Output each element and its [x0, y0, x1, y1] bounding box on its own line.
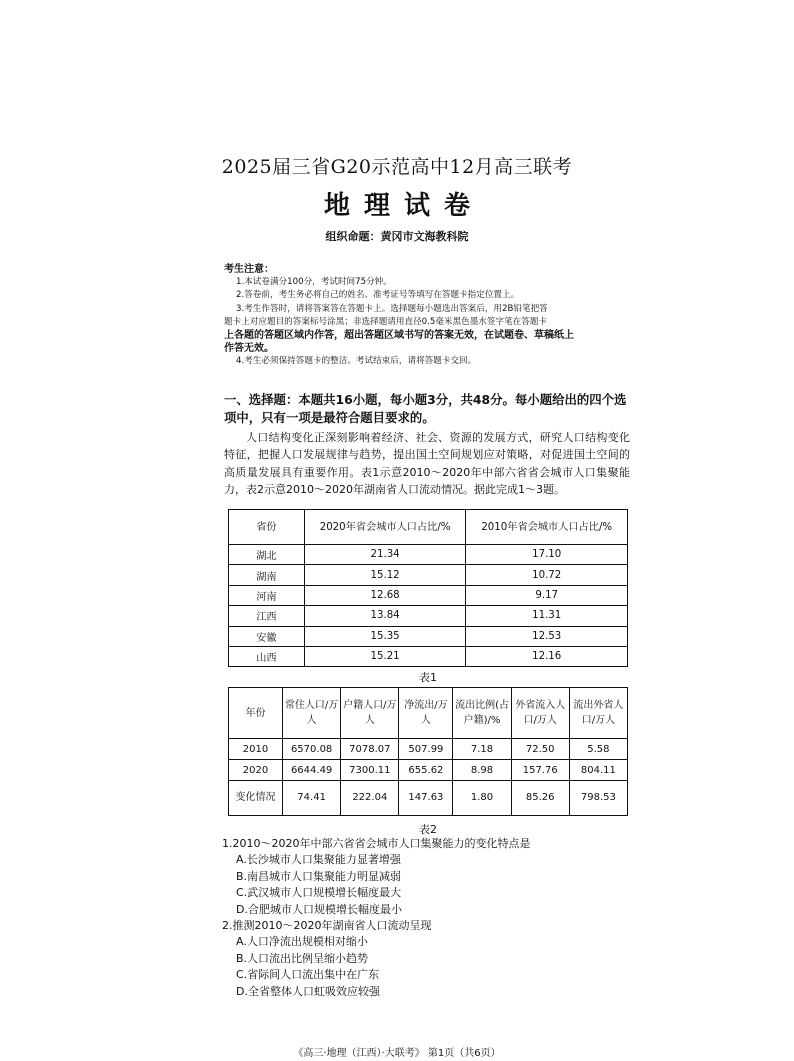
- table-2: [228, 687, 628, 816]
- table-row: [229, 606, 628, 626]
- table-row: [229, 760, 628, 781]
- column-header: 常住人口/万人: [283, 688, 341, 739]
- notice-item: 3.考生作答时，请将答案答在答题卡上。选择题每小题选出答案后，用2B铅笔把答: [236, 303, 548, 314]
- question-stem: 1.2010～2020年中部六省省会城市人口集聚能力的变化特点是: [222, 837, 531, 850]
- table-cell: 7078.07: [341, 739, 399, 760]
- table-cell: 85.26: [511, 781, 569, 816]
- table-row: [229, 545, 628, 565]
- column-header: 2020年省会城市人口占比/%: [304, 510, 466, 545]
- table-cell: 12.53: [466, 626, 628, 646]
- notice-item: 题卡上对应题目的答案标号涂黑；非选择题请用直径0.5毫米黑色墨水签字笔在答题卡: [224, 316, 548, 327]
- table-cell: 湖南: [229, 565, 305, 585]
- option-c: C.省际间人口流出集中在广东: [236, 968, 380, 982]
- option-d: D.全省整体人口虹吸效应较强: [236, 984, 380, 998]
- table-cell: 157.76: [511, 760, 569, 781]
- table-cell: 1.80: [453, 781, 511, 816]
- option-b: B.南昌城市人口集聚能力明显减弱: [236, 869, 402, 883]
- table-cell: 7.18: [453, 739, 511, 760]
- table-cell: 安徽: [229, 626, 305, 646]
- notice-item: 1.本试卷满分100分，考试时间75分钟。: [236, 277, 392, 288]
- option-c: C.武汉城市人口规模增长幅度最大: [236, 886, 402, 900]
- table-2-caption: 表2: [419, 823, 437, 836]
- table-row: [229, 585, 628, 605]
- table-cell: 9.17: [466, 585, 628, 605]
- exam-title: 2025届三省G20示范高中12月高三联考: [221, 156, 573, 178]
- table-cell: 12.16: [466, 646, 628, 666]
- table-header-row: [229, 510, 628, 545]
- table-cell: 2010: [229, 739, 283, 760]
- table-cell: 江西: [229, 606, 305, 626]
- table-cell: 655.62: [399, 760, 453, 781]
- table-cell: 2020: [229, 760, 283, 781]
- table-cell: 15.12: [304, 565, 466, 585]
- table-row: [229, 646, 628, 666]
- table-cell: 15.21: [304, 646, 466, 666]
- table-cell: 222.04: [341, 781, 399, 816]
- table-1: [228, 509, 628, 667]
- notice-item: 2.答卷前，考生务必将自己的姓名、准考证号等填写在答题卡指定位置上。: [236, 290, 520, 301]
- table-cell: 13.84: [304, 606, 466, 626]
- table-cell: 147.63: [399, 781, 453, 816]
- column-header: 外省流入人口/万人: [511, 688, 569, 739]
- candidate-notice: [224, 263, 624, 369]
- exam-header: [0, 152, 794, 244]
- option-a: A.长沙城市人口集聚能力显著增强: [236, 853, 401, 867]
- table-cell: 72.50: [511, 739, 569, 760]
- table-cell: 变化情况: [229, 781, 283, 816]
- column-header: 户籍人口/万人: [341, 688, 399, 739]
- notice-item: 4.考生必须保持答题卡的整洁。考试结束后，请将答题卡交回。: [236, 356, 477, 367]
- table-cell: 74.41: [283, 781, 341, 816]
- table-cell: 6644.49: [283, 760, 341, 781]
- option-d: D.合肥城市人口规模增长幅度最小: [236, 902, 402, 916]
- page-footer: 《高三·地理（江西）·大联考》 第1页（共6页）: [293, 1048, 501, 1059]
- table-row: [229, 781, 628, 816]
- table-cell: 15.35: [304, 626, 466, 646]
- column-header: 流出外省人口/万人: [569, 688, 627, 739]
- table-cell: 河南: [229, 585, 305, 605]
- table-cell: 21.34: [304, 545, 466, 565]
- table-row: [229, 626, 628, 646]
- table-cell: 山西: [229, 646, 305, 666]
- question-list: [222, 836, 632, 1000]
- notice-item: 作答无效。: [224, 343, 274, 355]
- table-cell: 8.98: [453, 760, 511, 781]
- table-row: [229, 739, 628, 760]
- table-cell: 7300.11: [341, 760, 399, 781]
- table-cell: 17.10: [466, 545, 628, 565]
- column-header: 年份: [229, 688, 283, 739]
- table-1-caption: 表1: [419, 671, 437, 684]
- organizer-line: 组织命题：黄冈市文海教科院: [325, 230, 469, 243]
- table-cell: 5.58: [569, 739, 627, 760]
- table-cell: 804.11: [569, 760, 627, 781]
- column-header: 流出比例(占户籍)/%: [453, 688, 511, 739]
- table-row: [229, 565, 628, 585]
- table-header-row: [229, 688, 628, 739]
- notice-title: 考生注意：: [224, 264, 274, 275]
- column-header: 省份: [229, 510, 305, 545]
- table-cell: 10.72: [466, 565, 628, 585]
- table-cell: 507.99: [399, 739, 453, 760]
- column-header: 净流出/万人: [399, 688, 453, 739]
- option-b: B.人口流出比例呈缩小趋势: [236, 951, 369, 965]
- section-one: [224, 391, 630, 499]
- table-cell: 6570.08: [283, 739, 341, 760]
- subject-title: 地理试卷: [323, 191, 484, 221]
- column-header: 2010年省会城市人口占比/%: [466, 510, 628, 545]
- notice-item: 上各题的答题区域内作答，超出答题区域书写的答案无效，在试题卷、草稿纸上: [224, 330, 574, 342]
- table-cell: 11.31: [466, 606, 628, 626]
- option-a: A.人口净流出规模相对缩小: [236, 935, 368, 949]
- section-heading: 一、选择题：本题共16小题，每小题3分，共48分。每小题给出的四个选项中，只有一项是最符合题目要求的。: [224, 392, 627, 425]
- material-paragraph: 人口结构变化正深刻影响着经济、社会、资源的发展方式，研究人口结构变化特征，把握人口发展规律与趋势，提出国土空间规划应对策略，对促进国土空间的高质量发展具有重要作用。表1示意2010～2020年中部六省省会城市人口集聚能力，表2示意2010～2020年湖南省人口流动情况。据此完成1～3题。: [224, 431, 630, 497]
- table-cell: 湖北: [229, 545, 305, 565]
- question-stem: 2.推测2010～2020年湖南省人口流动呈现: [222, 919, 432, 933]
- table-cell: 798.53: [569, 781, 627, 816]
- table-cell: 12.68: [304, 585, 466, 605]
